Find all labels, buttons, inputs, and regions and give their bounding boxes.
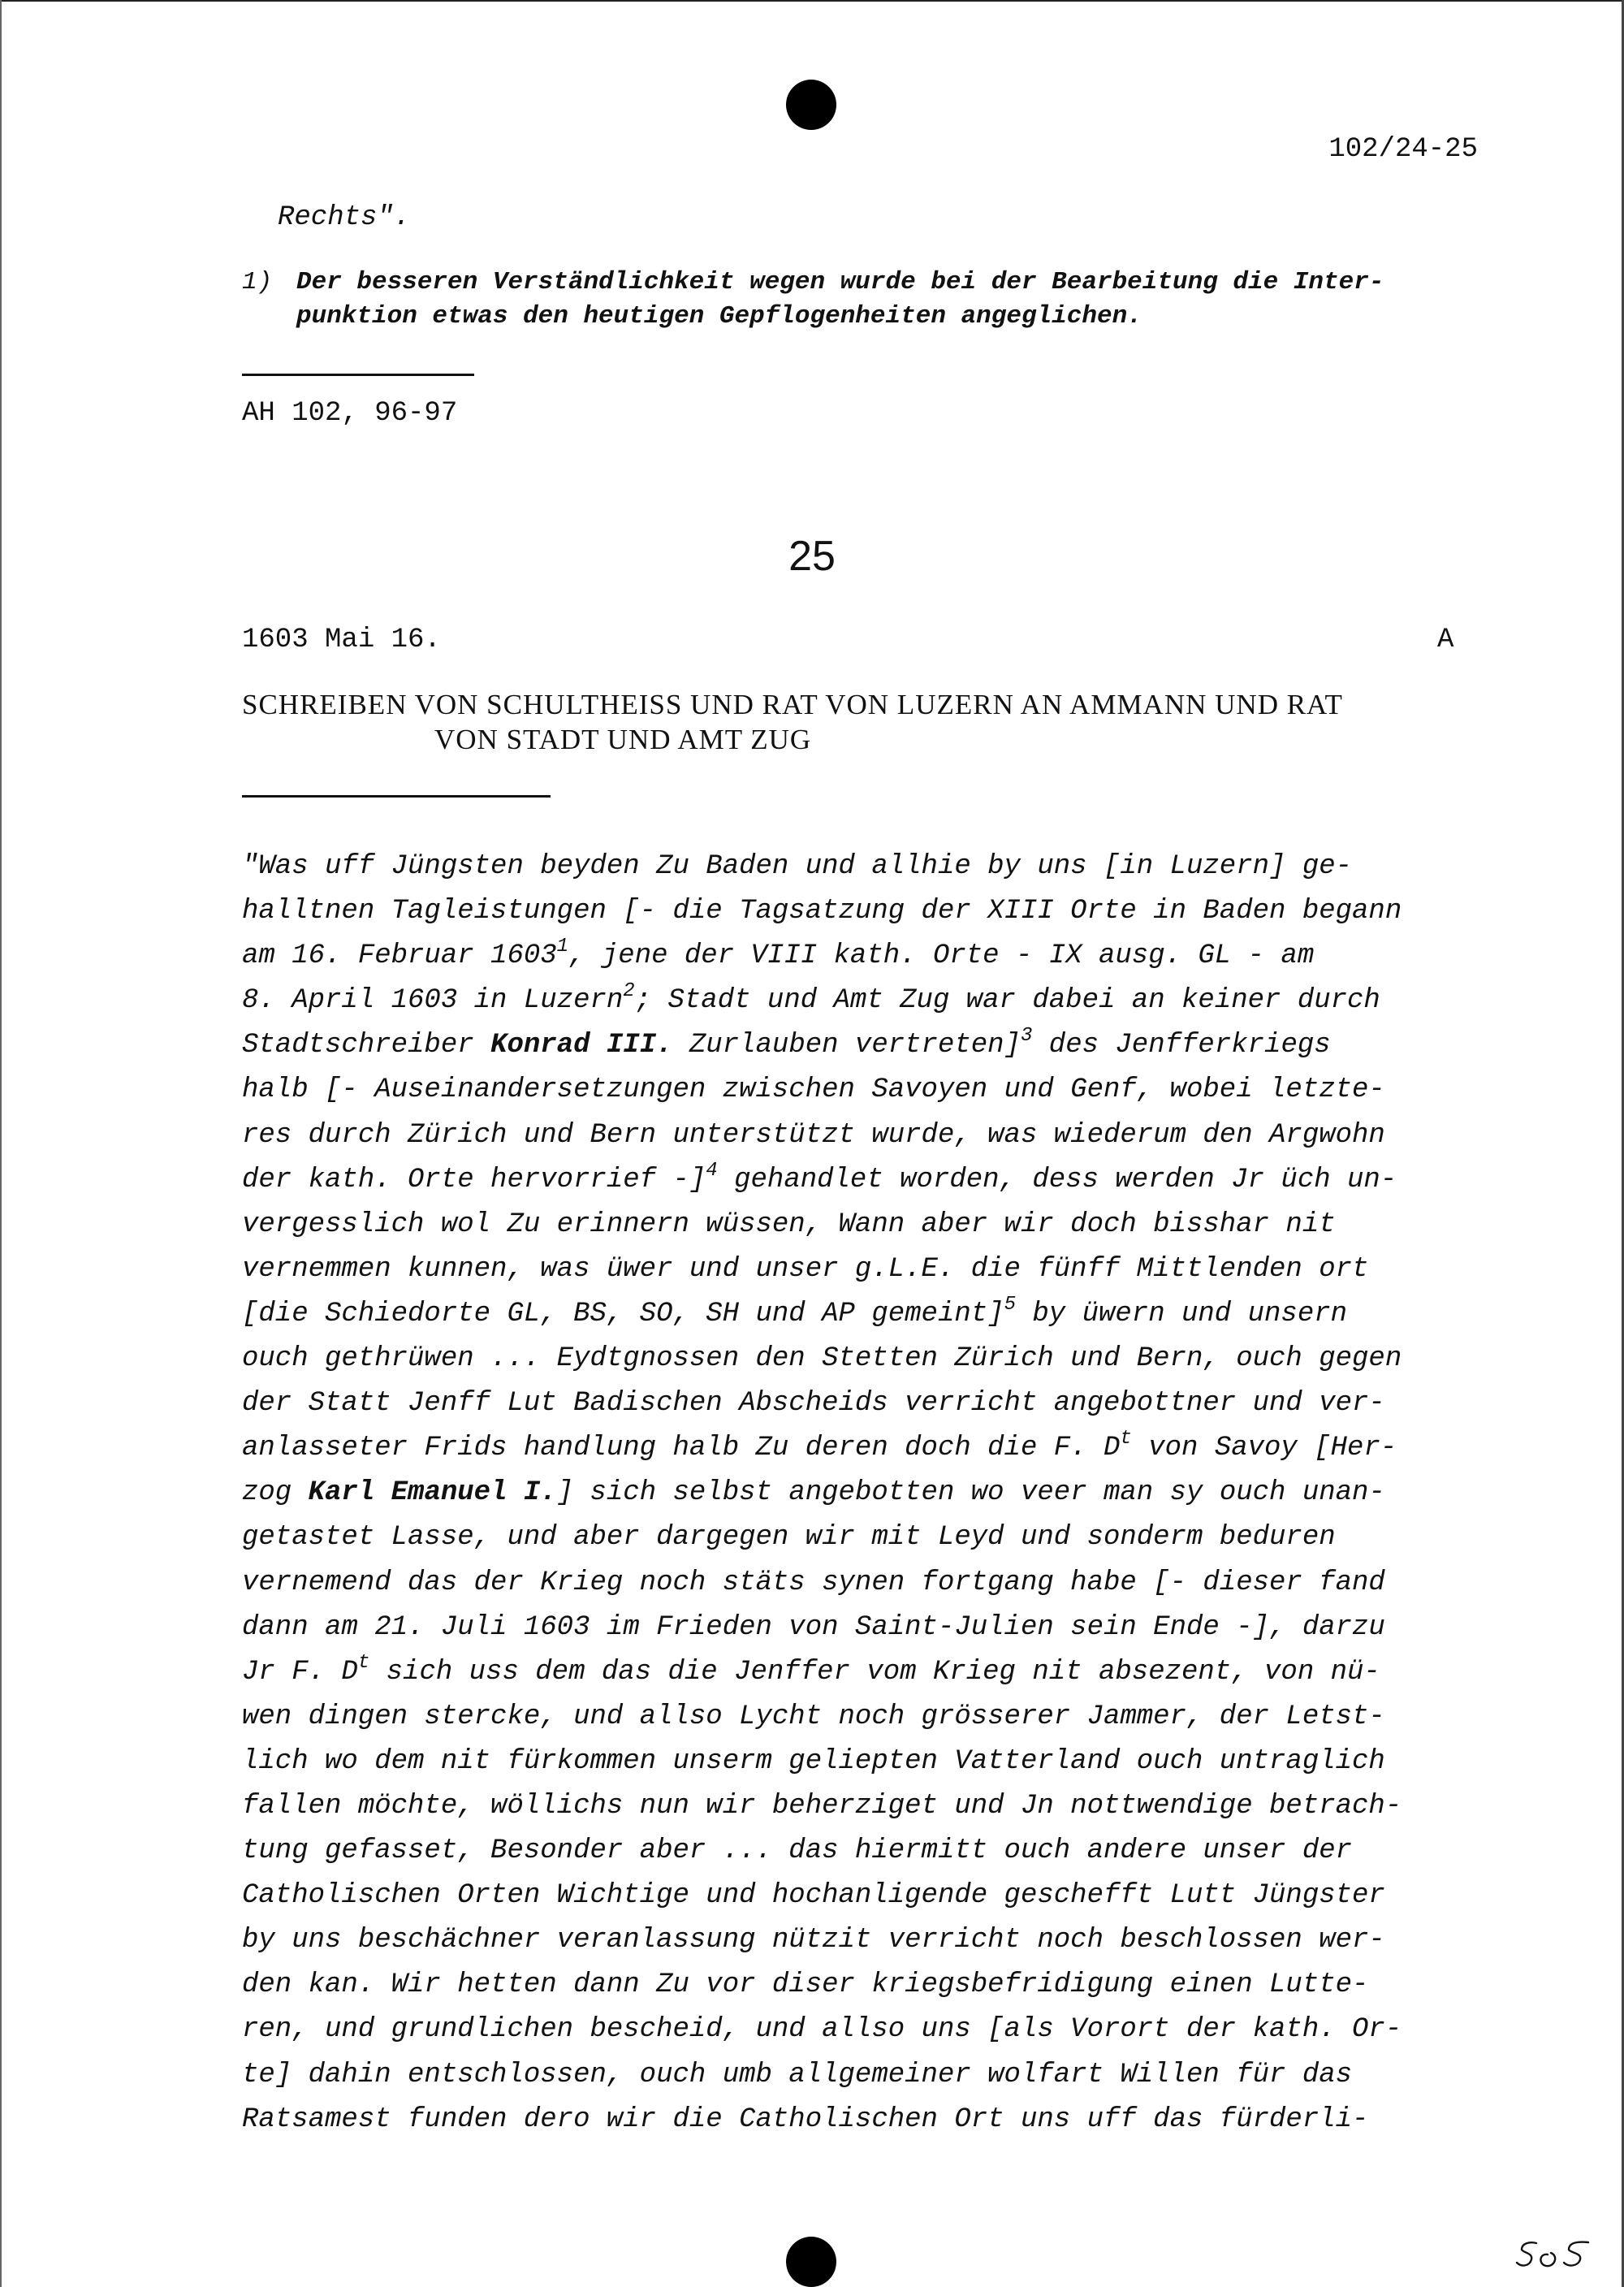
body-line: tung gefasset, Besonder aber ... das hiermitt ouch andere unser der bbox=[242, 1835, 1353, 1867]
body-line: der Statt Jenff Lut Badischen Abscheids verricht angebottner und ver- bbox=[242, 1388, 1385, 1420]
body-line: 8. April 1603 in Luzern$^2$; Stadt und Amt Zug war dabei an keiner durch bbox=[242, 980, 1380, 1017]
body-line: lich wo dem nit fürkommen unserm geliepten Vatterland ouch untraglich bbox=[242, 1745, 1385, 1777]
body-line: [die Schiedorte GL, BS, SO, SH und AP gemeint]$^5$ by üwern und unsern bbox=[242, 1293, 1348, 1329]
footnote-number: 1) bbox=[242, 268, 273, 296]
title-divider bbox=[242, 795, 551, 798]
body-line: "Was uff Jüngsten beyden Zu Baden und allhie by uns [in Luzern] ge- bbox=[242, 851, 1353, 882]
document-title-line: VON STADT UND AMT ZUG bbox=[434, 724, 812, 755]
person-name: Konrad III. bbox=[490, 1030, 673, 1061]
footnote-ref: 4 bbox=[706, 1159, 718, 1182]
source-reference: AH 102, 96-97 bbox=[242, 398, 458, 429]
footnote-ref: 2 bbox=[623, 980, 635, 1003]
footnote-line: Der besseren Verständlichkeit wegen wurde bei der Bearbeitung die Inter- bbox=[296, 268, 1384, 296]
body-line: halltnen Tagleistungen [- die Tagsatzung der XIII Orte in Baden begann bbox=[242, 896, 1402, 927]
document-type-letter: A bbox=[1437, 625, 1454, 655]
footnote-divider bbox=[242, 374, 474, 376]
body-line: vernemend das der Krieg noch stäts synen fortgang habe [- dieser fand bbox=[242, 1567, 1385, 1598]
footnote-ref: 1 bbox=[556, 936, 569, 958]
body-line: vergesslich wol Zu erinnern wüssen, Wann aber wir doch bisshar nit bbox=[242, 1208, 1336, 1240]
previous-doc-closing: Rechts". bbox=[278, 202, 411, 233]
scan-edge-left bbox=[0, 0, 2, 2287]
punch-hole-bottom bbox=[786, 2237, 836, 2287]
page-reference: 102/24-25 bbox=[1328, 134, 1478, 165]
body-line: am 16. Februar 1603$^1$, jene der VIII kath. Orte - IX ausg. GL - am bbox=[242, 936, 1315, 972]
body-line: ren, und grundlichen bescheid, und allso uns [als Vorort der kath. Or- bbox=[242, 2014, 1402, 2046]
body-line: te] dahin entschlossen, ouch umb allgemeiner wolfart Willen für das bbox=[242, 2059, 1353, 2090]
person-name: Karl Emanuel I. bbox=[308, 1477, 557, 1509]
body-line: anlasseter Frids handlung halb Zu deren doch die F. $D^t$ von Savoy [Her- bbox=[242, 1428, 1397, 1464]
body-line: getastet Lasse, und aber dargegen wir mit Leyd und sonderm beduren bbox=[242, 1522, 1336, 1554]
document-date: 1603 Mai 16. bbox=[242, 625, 441, 655]
document-number: 25 bbox=[788, 533, 836, 580]
body-line: dann am 21. Juli 1603 im Frieden von Saint-Julien sein Ende -], darzu bbox=[242, 1611, 1385, 1643]
body-line: res durch Zürich und Bern unterstützt wurde, was wiederum den Argwohn bbox=[242, 1119, 1385, 1151]
footnote-ref: 5 bbox=[1004, 1293, 1016, 1316]
body-line: Jr F. $D^t$ sich uss dem das die Jenffer vom Krieg nit absezent, von nü- bbox=[242, 1651, 1380, 1688]
body-line: by uns beschächner veranlassung nützit verricht noch beschlossen wer- bbox=[242, 1925, 1385, 1956]
body-line: Catholischen Orten Wichtige und hochanligende geschefft Lutt Jüngster bbox=[242, 1880, 1385, 1912]
body-line: wen dingen stercke, und allso Lycht noch grösserer Jammer, der Letst- bbox=[242, 1701, 1385, 1732]
footnote-ref: 3 bbox=[1020, 1025, 1033, 1048]
body-line: den kan. Wir hetten dann Zu vor diser kriegsbefridigung einen Lutte- bbox=[242, 1969, 1369, 2001]
body-line: Stadtschreiber Konrad III. Zurlauben vertreten]$^3$ des Jenfferkriegs bbox=[242, 1025, 1331, 1061]
body-line: fallen möchte, wöllichs nun wir beherziget und Jn nottwendige betrach- bbox=[242, 1790, 1402, 1822]
body-line: halb [- Auseinandersetzungen zwischen Savoyen und Genf, wobei letzte- bbox=[242, 1074, 1385, 1106]
body-line: der kath. Orte hervorrief -]$^4$ gehandlet worden, dess werden Jr üch un- bbox=[242, 1159, 1397, 1195]
body-line: vernemmen kunnen, was üwer und unser g.L.E. die fünff Mittlenden ort bbox=[242, 1253, 1369, 1285]
body-line: Ratsamest funden dero wir die Catholischen Ort uns uff das fürderli- bbox=[242, 2103, 1369, 2135]
scan-edge-top bbox=[0, 0, 1624, 2]
letter-body bbox=[242, 845, 1492, 2142]
body-line: ouch gethrüwen ... Eydtgnossen den Stetten Zürich und Bern, ouch gegen bbox=[242, 1343, 1402, 1375]
document-title-line: SCHREIBEN VON SCHULTHEISS UND RAT VON LUZERN AN AMMANN UND RAT bbox=[242, 689, 1343, 720]
superscript: t bbox=[1120, 1428, 1132, 1450]
superscript: t bbox=[357, 1651, 370, 1674]
handwritten-page-number bbox=[1512, 2235, 1593, 2271]
body-line: zog Karl Emanuel I.] sich selbst angebotten wo veer man sy ouch unan- bbox=[242, 1477, 1385, 1509]
footnote-line: punktion etwas den heutigen Gepflogenheiten angeglichen. bbox=[296, 302, 1142, 331]
punch-hole-top bbox=[786, 80, 836, 130]
